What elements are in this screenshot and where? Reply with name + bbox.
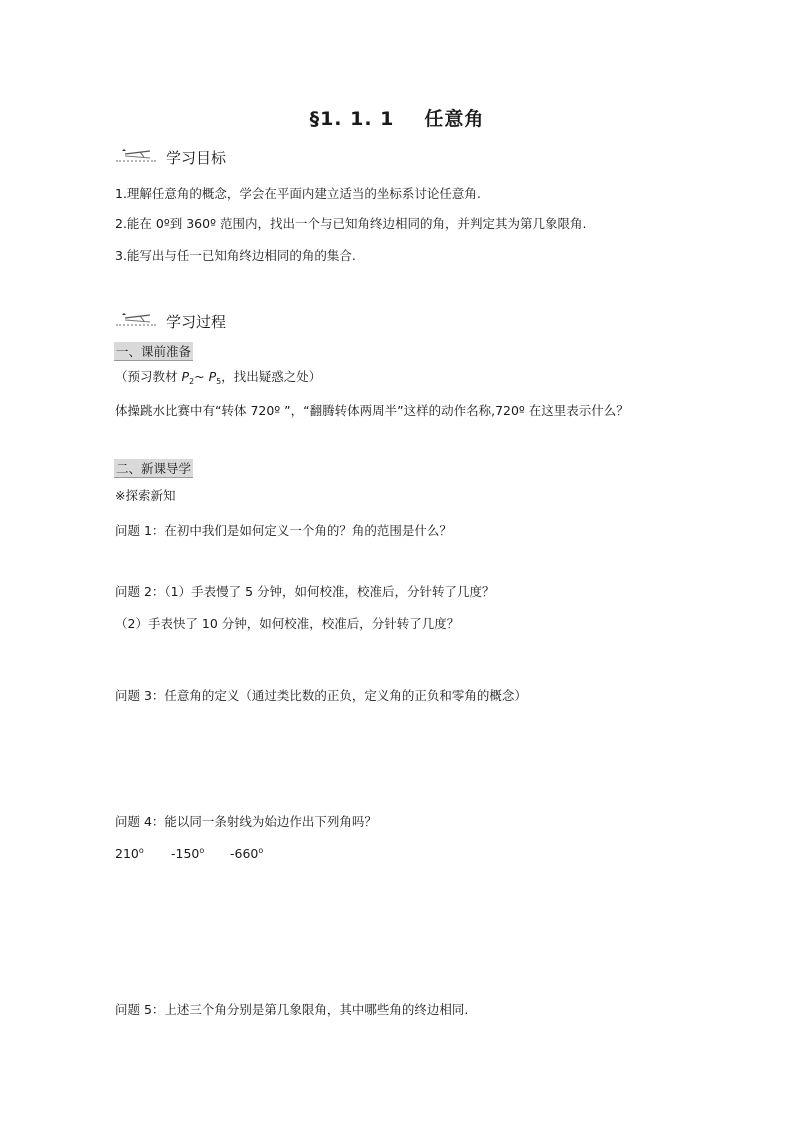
title-section-number: §1. 1. 1 — [309, 108, 395, 130]
question-2a: 问题 2：（1）手表慢了 5 分钟，如何校准，校准后，分针转了几度？ — [115, 584, 495, 599]
page-title — [0, 104, 794, 131]
goal-item-1: 1.理解任意角的概念，学会在平面内建立适当的坐标系讨论任意角. — [115, 186, 481, 201]
goal-item-2: 2.能在 0º到 360º 范围内，找出一个与已知角终边相同的角，并判定其为第几象限角. — [115, 216, 587, 231]
angle-210: 210$^o$ — [115, 846, 144, 861]
preview-page-p: P — [181, 369, 190, 384]
preview-tilde: ~ — [194, 369, 205, 384]
preview-page-end: 5 — [216, 377, 222, 386]
pen-icon — [116, 310, 156, 326]
preview-prefix: （预习教材 — [115, 369, 178, 384]
explore-heading: ※探索新知 — [115, 488, 176, 503]
goals-heading: 学习目标 — [166, 149, 227, 167]
question-1: 问题 1：在初中我们是如何定义一个角的？角的范围是什么？ — [115, 523, 452, 538]
pen-icon — [116, 146, 156, 162]
preview-line — [115, 369, 321, 387]
preview-suffix: ，找出疑惑之处） — [221, 369, 322, 384]
part2-heading: 二、新课导学 — [116, 461, 192, 476]
question-3: 问题 3：任意角的定义（通过类比数的正负，定义角的正负和零角的概念） — [115, 688, 527, 703]
question-2b: （2）手表快了 10 分钟，如何校准，校准后，分针转了几度？ — [115, 616, 460, 631]
angle-neg660: -660$^o$ — [230, 846, 264, 861]
preview-page-start: 2 — [189, 377, 195, 386]
angle-neg150: -150$^o$ — [171, 846, 205, 861]
goal-item-3: 3.能写出与任一已知角终边相同的角的集合. — [115, 248, 356, 263]
preview-page-p: P — [208, 369, 217, 384]
question-4: 问题 4：能以同一条射线为始边作出下列角吗？ — [115, 814, 377, 829]
gymnastics-question: 体操跳水比赛中有“转体 720º ”，“翻腾转体两周半”这样的动作名称,720º 在这里表示什么？ — [115, 403, 629, 418]
question-5: 问题 5：上述三个角分别是第几象限角，其中哪些角的终边相同. — [115, 1002, 469, 1017]
process-heading: 学习过程 — [166, 313, 227, 331]
title-name: 任意角 — [424, 108, 485, 130]
part1-heading: 一、课前准备 — [116, 344, 192, 359]
